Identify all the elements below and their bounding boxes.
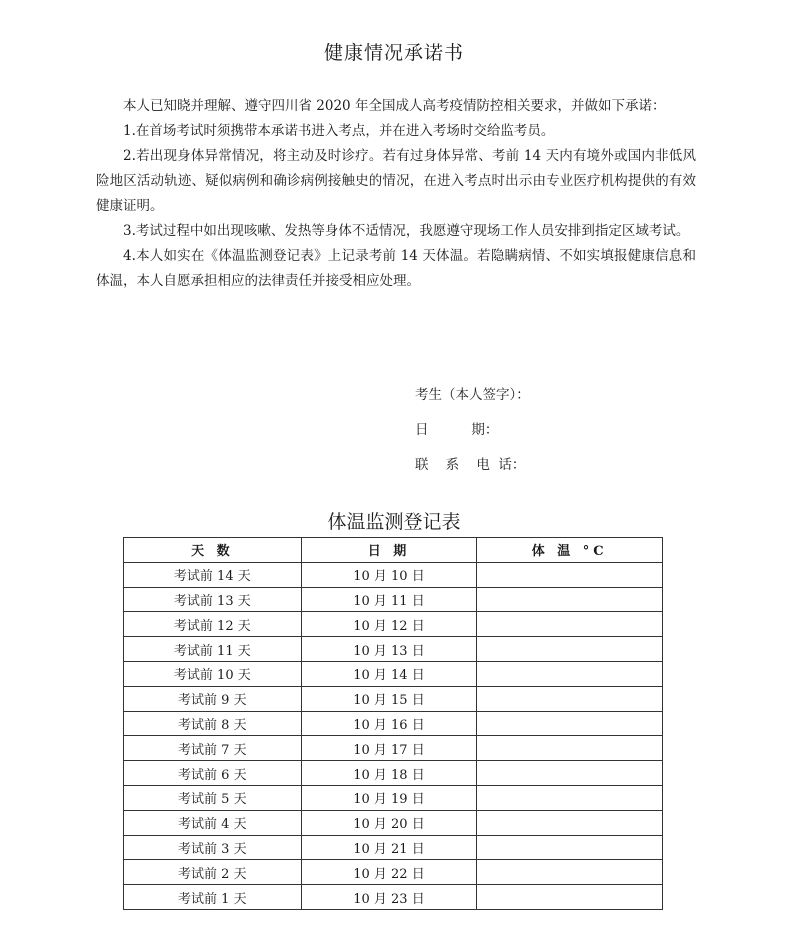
date-cell: 10 月 17 日: [301, 736, 477, 761]
table-row: [124, 686, 663, 711]
day-cell: 考试前 14 天: [124, 562, 302, 587]
table-header-row: [124, 538, 663, 563]
date-cell: 10 月 22 日: [301, 860, 477, 885]
date-cell: 10 月 16 日: [301, 711, 477, 736]
header-days: 天 数: [124, 538, 302, 563]
temperature-cell[interactable]: [477, 736, 663, 761]
pledge-item-4: 4.本人如实在《体温监测登记表》上记录考前 14 天体温。若隐瞒病情、不如实填报健康信息和体温，本人自愿承担相应的法律责任并接受相应处理。: [96, 248, 696, 289]
document-title: 健康情况承诺书: [323, 42, 464, 64]
temperature-cell[interactable]: [477, 810, 663, 835]
date-cell: 10 月 11 日: [301, 587, 477, 612]
table-row: [124, 562, 663, 587]
date-cell: 10 月 20 日: [301, 810, 477, 835]
temperature-cell[interactable]: [477, 835, 663, 860]
pledge-body: [96, 94, 696, 294]
header-temperature: 体 温 °C: [477, 538, 663, 563]
phone-label: 联 系 电 话：: [415, 457, 526, 473]
table-row: [124, 612, 663, 637]
temperature-cell[interactable]: [477, 637, 663, 662]
table-row: [124, 661, 663, 686]
temperature-cell[interactable]: [477, 612, 663, 637]
header-date: 日 期: [301, 538, 477, 563]
temperature-cell[interactable]: [477, 661, 663, 686]
date-cell: 10 月 15 日: [301, 686, 477, 711]
day-cell: 考试前 9 天: [124, 686, 302, 711]
day-cell: 考试前 13 天: [124, 587, 302, 612]
table-title: 体温监测登记表: [327, 511, 461, 533]
pledge-item-3: 3.考试过程中如出现咳嗽、发热等身体不适情况，我愿遵守现场工作人员安排到指定区域考试。: [123, 223, 690, 239]
day-cell: 考试前 2 天: [124, 860, 302, 885]
temperature-cell[interactable]: [477, 761, 663, 786]
date-cell: 10 月 14 日: [301, 661, 477, 686]
day-cell: 考试前 8 天: [124, 711, 302, 736]
date-cell: 10 月 21 日: [301, 835, 477, 860]
signature-block: [415, 378, 530, 483]
date-cell: 10 月 18 日: [301, 761, 477, 786]
temperature-cell[interactable]: [477, 686, 663, 711]
table-row: [124, 860, 663, 885]
day-cell: 考试前 5 天: [124, 785, 302, 810]
day-cell: 考试前 11 天: [124, 637, 302, 662]
temperature-cell[interactable]: [477, 885, 663, 910]
day-cell: 考试前 7 天: [124, 736, 302, 761]
pledge-item-2: 2.若出现身体异常情况，将主动及时诊疗。若有过身体异常、考前 14 天内有境外或国内非低风险地区活动轨迹、疑似病例和确诊病例接触史的情况，在进入考点时出示由专业医疗机构提供的有效健康证明。: [96, 148, 696, 214]
temperature-table: [123, 537, 663, 910]
table-row: [124, 736, 663, 761]
table-row: [124, 885, 663, 910]
date-cell: 10 月 10 日: [301, 562, 477, 587]
pledge-item-1: 1.在首场考试时须携带本承诺书进入考点，并在进入考场时交给监考员。: [123, 123, 555, 139]
table-row: [124, 587, 663, 612]
table-row: [124, 810, 663, 835]
date-cell: 10 月 13 日: [301, 637, 477, 662]
day-cell: 考试前 4 天: [124, 810, 302, 835]
pledge-intro: 本人已知晓并理解、遵守四川省 2020 年全国成人高考疫情防控相关要求，并做如下承诺：: [123, 98, 666, 114]
date-label: 日 期：: [415, 422, 499, 438]
table-row: [124, 761, 663, 786]
temperature-cell[interactable]: [477, 711, 663, 736]
day-cell: 考试前 1 天: [124, 885, 302, 910]
day-cell: 考试前 6 天: [124, 761, 302, 786]
temperature-cell[interactable]: [477, 860, 663, 885]
day-cell: 考试前 10 天: [124, 661, 302, 686]
date-cell: 10 月 19 日: [301, 785, 477, 810]
table-row: [124, 835, 663, 860]
date-cell: 10 月 12 日: [301, 612, 477, 637]
examinee-signature-label: 考生（本人签字）：: [415, 387, 530, 403]
day-cell: 考试前 3 天: [124, 835, 302, 860]
temperature-cell[interactable]: [477, 785, 663, 810]
day-cell: 考试前 12 天: [124, 612, 302, 637]
temperature-cell[interactable]: [477, 562, 663, 587]
table-row: [124, 711, 663, 736]
date-cell: 10 月 23 日: [301, 885, 477, 910]
table-row: [124, 785, 663, 810]
temperature-cell[interactable]: [477, 587, 663, 612]
table-row: [124, 637, 663, 662]
